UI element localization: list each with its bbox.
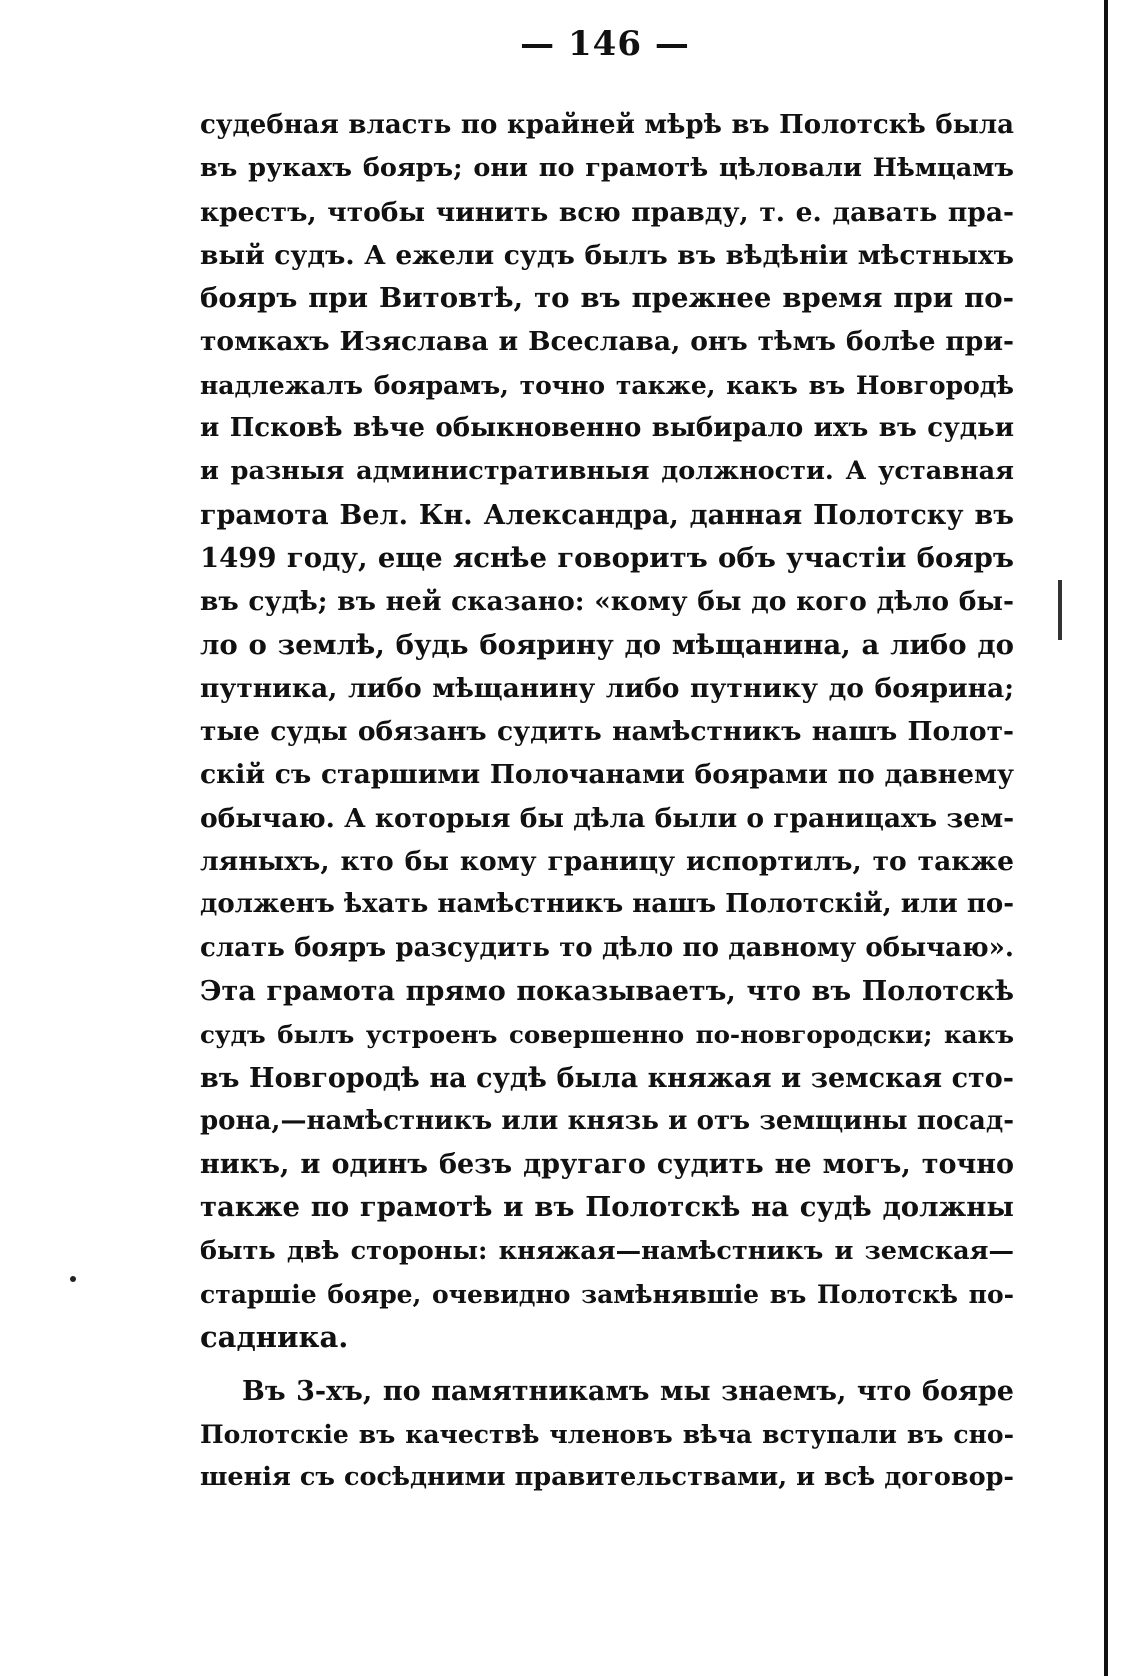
scan-speck-dot (70, 1276, 76, 1282)
text-line: и разныя административныя должности. А уставная (200, 456, 1014, 487)
paragraph-1 (200, 104, 1014, 1360)
text-line: бояръ при Витовтѣ, то въ прежнее время при по- (200, 282, 1014, 315)
text-line: ляныхъ, кто бы кому границу испортилъ, то также (200, 846, 1014, 878)
body-text (200, 104, 1014, 1500)
text-line: Эта грамота прямо показываетъ, что въ Полотскѣ (200, 975, 1014, 1007)
text-line: скій съ старшими Полочанами боярами по давнему (200, 759, 1014, 791)
text-line: надлежалъ боярамъ, точно также, какъ въ Новгородѣ (200, 370, 1014, 400)
text-line: въ рукахъ бояръ; они по грамотѣ цѣловали Нѣмцамъ (200, 153, 1014, 184)
text-line: ло о землѣ, будь боярину до мѣщанина, а либо до (200, 628, 1014, 661)
text-line: судебная власть по крайней мѣрѣ въ Полотскѣ была (200, 110, 1014, 140)
text-line: Полотскіе въ качествѣ членовъ вѣча вступали въ сно- (200, 1419, 1014, 1449)
text-line: судъ былъ устроенъ совершенно по-новгородски; какъ (200, 1020, 1014, 1050)
text-line: 1499 году, еще яснѣе говоритъ объ участіи бояръ (200, 541, 1014, 574)
text-line: быть двѣ стороны: княжая—намѣстникъ и земская— (200, 1235, 1014, 1266)
text-line: старшіе бояре, очевидно замѣнявшіе въ Полотскѣ по- (200, 1280, 1014, 1310)
text-line: грамота Вел. Кн. Александра, данная Полотску въ (200, 499, 1014, 531)
text-line: и Псковѣ вѣче обыкновенно выбирало ихъ въ судьи (200, 413, 1014, 444)
text-line: рона,—намѣстникъ или князь и отъ земщины посад- (200, 1105, 1014, 1136)
text-line: шенія съ сосѣдними правительствами, и всѣ договор- (200, 1462, 1014, 1493)
text-line: обычаю. А которыя бы дѣла были о границахъ зем- (200, 802, 1014, 834)
text-line: томкахъ Изяслава и Всеслава, онъ тѣмъ болѣе при- (200, 326, 1014, 358)
scan-edge-line (1104, 0, 1108, 1676)
text-line: долженъ ѣхать намѣстникъ нашъ Полотскій, или по- (200, 889, 1014, 920)
text-line: въ судѣ; въ ней сказано: «кому бы до кого дѣло бы- (200, 586, 1014, 618)
text-line: никъ, и одинъ безъ другаго судить не могъ, точно (200, 1149, 1014, 1181)
text-line: въ Новгородѣ на судѣ была княжая и земская сто- (200, 1062, 1014, 1094)
page-number: — 146 — (520, 24, 690, 64)
text-line: садника. (200, 1320, 349, 1355)
text-line: вый судъ. А ежели судъ былъ въ вѣдѣніи мѣстныхъ (200, 239, 1014, 271)
paragraph-2 (200, 1370, 1014, 1500)
text-line: слать бояръ разсудить то дѣло по давному обычаю». (200, 932, 1014, 963)
paragraph-gap (200, 1360, 1014, 1370)
text-line: также по грамотѣ и въ Полотскѣ на судѣ должны (200, 1191, 1014, 1224)
text-line: путника, либо мѣщанину либо путнику до боярина; (200, 672, 1014, 704)
text-line: крестъ, чтобы чинить всю правду, т. е. давать пра- (200, 196, 1014, 228)
text-line: тые суды обязанъ судить намѣстникъ нашъ Полот- (200, 716, 1014, 748)
scan-speck-mark (1058, 580, 1062, 640)
text-line: Въ 3-хъ, по памятникамъ мы знаемъ, что бояре (242, 1375, 1014, 1407)
